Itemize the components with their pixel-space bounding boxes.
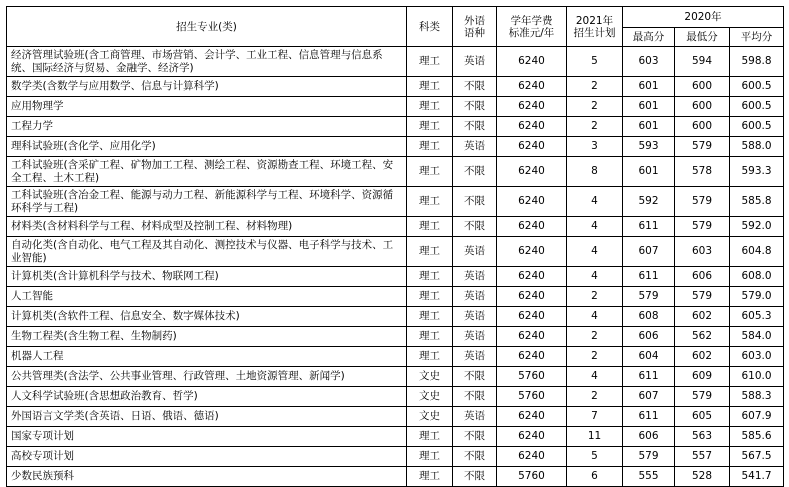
plan-cell: 5 — [567, 447, 623, 467]
table-row — [7, 267, 784, 287]
max-score-cell: 555 — [623, 467, 675, 487]
language-cell: 不限 — [453, 387, 497, 407]
min-score-cell: 579 — [675, 287, 730, 307]
header-language-line2: 语种 — [464, 26, 485, 39]
plan-cell: 4 — [567, 367, 623, 387]
major-cell: 工程力学 — [7, 117, 407, 137]
plan-cell: 4 — [567, 217, 623, 237]
major-cell: 数学类(含数学与应用数学、信息与计算科学) — [7, 77, 407, 97]
major-cell: 少数民族预科 — [7, 467, 407, 487]
min-score-cell: 605 — [675, 407, 730, 427]
major-cell: 自动化类(含自动化、电气工程及其自动化、测控技术与仪器、电子科学与技术、工业智能) — [7, 237, 407, 267]
table-row — [7, 217, 784, 237]
table-row — [7, 187, 784, 217]
table-row — [7, 307, 784, 327]
language-cell: 英语 — [453, 47, 497, 77]
language-cell: 不限 — [453, 427, 497, 447]
plan-cell: 7 — [567, 407, 623, 427]
plan-cell: 2 — [567, 117, 623, 137]
avg-score-cell: 600.5 — [730, 97, 784, 117]
category-cell: 理工 — [407, 427, 453, 447]
table-row — [7, 467, 784, 487]
avg-score-cell: 593.3 — [730, 157, 784, 187]
min-score-cell: 579 — [675, 217, 730, 237]
category-cell: 理工 — [407, 137, 453, 157]
tuition-cell: 5760 — [497, 387, 567, 407]
language-cell: 英语 — [453, 287, 497, 307]
tuition-cell: 6240 — [497, 117, 567, 137]
max-score-cell: 601 — [623, 97, 675, 117]
max-score-cell: 606 — [623, 327, 675, 347]
max-score-cell: 601 — [623, 117, 675, 137]
max-score-cell: 608 — [623, 307, 675, 327]
max-score-cell: 603 — [623, 47, 675, 77]
min-score-cell: 594 — [675, 47, 730, 77]
plan-cell: 4 — [567, 187, 623, 217]
category-cell: 理工 — [407, 97, 453, 117]
avg-score-cell: 610.0 — [730, 367, 784, 387]
language-cell: 英语 — [453, 307, 497, 327]
major-cell: 计算机类(含计算机科学与技术、物联网工程) — [7, 267, 407, 287]
language-cell: 不限 — [453, 157, 497, 187]
min-score-cell: 600 — [675, 77, 730, 97]
plan-cell: 11 — [567, 427, 623, 447]
tuition-cell: 6240 — [497, 77, 567, 97]
avg-score-cell: 605.3 — [730, 307, 784, 327]
table-row — [7, 47, 784, 77]
min-score-cell: 600 — [675, 117, 730, 137]
major-cell: 工科试验班(含冶金工程、能源与动力工程、新能源科学与工程、环境科学、资源循环科学与工程) — [7, 187, 407, 217]
max-score-cell: 604 — [623, 347, 675, 367]
tuition-cell: 6240 — [497, 447, 567, 467]
major-cell: 外国语言文学类(含英语、日语、俄语、德语) — [7, 407, 407, 427]
major-cell: 生物工程类(含生物工程、生物制药) — [7, 327, 407, 347]
category-cell: 理工 — [407, 117, 453, 137]
table-row — [7, 367, 784, 387]
major-cell: 国家专项计划 — [7, 427, 407, 447]
table-row — [7, 287, 784, 307]
max-score-cell: 611 — [623, 217, 675, 237]
category-cell: 理工 — [407, 77, 453, 97]
major-cell: 机器人工程 — [7, 347, 407, 367]
min-score-cell: 603 — [675, 237, 730, 267]
plan-cell: 2 — [567, 387, 623, 407]
tuition-cell: 6240 — [497, 287, 567, 307]
tuition-cell: 6240 — [497, 307, 567, 327]
min-score-cell: 602 — [675, 307, 730, 327]
category-cell: 理工 — [407, 467, 453, 487]
language-cell: 不限 — [453, 217, 497, 237]
avg-score-cell: 607.9 — [730, 407, 784, 427]
tuition-cell: 5760 — [497, 367, 567, 387]
tuition-cell: 6240 — [497, 97, 567, 117]
tuition-cell: 6240 — [497, 137, 567, 157]
min-score-cell: 579 — [675, 387, 730, 407]
max-score-cell: 601 — [623, 77, 675, 97]
min-score-cell: 579 — [675, 137, 730, 157]
header-tuition-line1: 学年学费 — [510, 14, 553, 27]
category-cell: 理工 — [407, 237, 453, 267]
min-score-cell: 563 — [675, 427, 730, 447]
header-max-score: 最高分 — [623, 28, 675, 47]
max-score-cell: 611 — [623, 407, 675, 427]
table-row — [7, 347, 784, 367]
tuition-cell: 6240 — [497, 407, 567, 427]
admissions-table — [6, 6, 784, 487]
header-min-score: 最低分 — [675, 28, 730, 47]
category-cell: 理工 — [407, 157, 453, 187]
min-score-cell: 600 — [675, 97, 730, 117]
plan-cell: 4 — [567, 307, 623, 327]
header-plan-line1: 2021年 — [575, 14, 614, 27]
category-cell: 理工 — [407, 307, 453, 327]
language-cell: 英语 — [453, 347, 497, 367]
avg-score-cell: 585.6 — [730, 427, 784, 447]
tuition-cell: 6240 — [497, 427, 567, 447]
major-cell: 高校专项计划 — [7, 447, 407, 467]
table-row — [7, 97, 784, 117]
min-score-cell: 562 — [675, 327, 730, 347]
plan-cell: 6 — [567, 467, 623, 487]
language-cell: 不限 — [453, 97, 497, 117]
plan-cell: 2 — [567, 97, 623, 117]
header-language-line1: 外语 — [464, 14, 485, 27]
header-plan-line2: 招生计划 — [573, 26, 616, 39]
language-cell: 英语 — [453, 137, 497, 157]
category-cell: 理工 — [407, 47, 453, 77]
max-score-cell: 592 — [623, 187, 675, 217]
tuition-cell: 6240 — [497, 157, 567, 187]
tuition-cell: 6240 — [497, 217, 567, 237]
max-score-cell: 611 — [623, 267, 675, 287]
category-cell: 理工 — [407, 447, 453, 467]
max-score-cell: 579 — [623, 447, 675, 467]
min-score-cell: 602 — [675, 347, 730, 367]
avg-score-cell: 579.0 — [730, 287, 784, 307]
avg-score-cell: 600.5 — [730, 77, 784, 97]
plan-cell: 2 — [567, 77, 623, 97]
avg-score-cell: 598.8 — [730, 47, 784, 77]
plan-cell: 5 — [567, 47, 623, 77]
tuition-cell: 6240 — [497, 187, 567, 217]
language-cell: 英语 — [453, 237, 497, 267]
plan-cell: 4 — [567, 267, 623, 287]
header-major: 招生专业(类) — [7, 7, 407, 47]
major-cell: 计算机类(含软件工程、信息安全、数字媒体技术) — [7, 307, 407, 327]
max-score-cell: 607 — [623, 387, 675, 407]
language-cell: 不限 — [453, 367, 497, 387]
major-cell: 材料类(含材料科学与工程、材料成型及控制工程、材料物理) — [7, 217, 407, 237]
min-score-cell: 579 — [675, 187, 730, 217]
tuition-cell: 6240 — [497, 267, 567, 287]
header-plan — [567, 7, 623, 47]
tuition-cell: 6240 — [497, 347, 567, 367]
category-cell: 文史 — [407, 367, 453, 387]
max-score-cell: 606 — [623, 427, 675, 447]
major-cell: 人工智能 — [7, 287, 407, 307]
min-score-cell: 528 — [675, 467, 730, 487]
avg-score-cell: 592.0 — [730, 217, 784, 237]
plan-cell: 4 — [567, 237, 623, 267]
header-avg-score: 平均分 — [730, 28, 784, 47]
table-row — [7, 77, 784, 97]
major-cell: 应用物理学 — [7, 97, 407, 117]
language-cell: 不限 — [453, 187, 497, 217]
avg-score-cell: 603.0 — [730, 347, 784, 367]
header-row-1 — [7, 7, 784, 28]
language-cell: 英语 — [453, 267, 497, 287]
table-row — [7, 117, 784, 137]
language-cell: 不限 — [453, 117, 497, 137]
plan-cell: 3 — [567, 137, 623, 157]
min-score-cell: 557 — [675, 447, 730, 467]
tuition-cell: 6240 — [497, 327, 567, 347]
min-score-cell: 609 — [675, 367, 730, 387]
avg-score-cell: 608.0 — [730, 267, 784, 287]
table-row — [7, 327, 784, 347]
avg-score-cell: 584.0 — [730, 327, 784, 347]
max-score-cell: 593 — [623, 137, 675, 157]
tuition-cell: 6240 — [497, 47, 567, 77]
max-score-cell: 607 — [623, 237, 675, 267]
avg-score-cell: 588.3 — [730, 387, 784, 407]
language-cell: 不限 — [453, 77, 497, 97]
major-cell: 工科试验班(含采矿工程、矿物加工工程、测绘工程、资源勘查工程、环境工程、安全工程、土木工程) — [7, 157, 407, 187]
min-score-cell: 578 — [675, 157, 730, 187]
max-score-cell: 601 — [623, 157, 675, 187]
table-row — [7, 407, 784, 427]
table-row — [7, 427, 784, 447]
category-cell: 理工 — [407, 347, 453, 367]
category-cell: 理工 — [407, 217, 453, 237]
table-row — [7, 237, 784, 267]
avg-score-cell: 541.7 — [730, 467, 784, 487]
category-cell: 理工 — [407, 327, 453, 347]
category-cell: 文史 — [407, 387, 453, 407]
language-cell: 英语 — [453, 327, 497, 347]
avg-score-cell: 585.8 — [730, 187, 784, 217]
header-tuition — [497, 7, 567, 47]
category-cell: 文史 — [407, 407, 453, 427]
plan-cell: 8 — [567, 157, 623, 187]
header-year-2020: 2020年 — [623, 7, 784, 28]
plan-cell: 2 — [567, 287, 623, 307]
header-category: 科类 — [407, 7, 453, 47]
min-score-cell: 606 — [675, 267, 730, 287]
max-score-cell: 579 — [623, 287, 675, 307]
table-row — [7, 157, 784, 187]
major-cell: 人文科学试验班(含思想政治教育、哲学) — [7, 387, 407, 407]
plan-cell: 2 — [567, 347, 623, 367]
avg-score-cell: 588.0 — [730, 137, 784, 157]
header-tuition-line2: 标准元/年 — [508, 26, 555, 39]
avg-score-cell: 600.5 — [730, 117, 784, 137]
table-row — [7, 137, 784, 157]
major-cell: 经济管理试验班(含工商管理、市场营销、会计学、工业工程、信息管理与信息系统、国际经济与贸易、金融学、经济学) — [7, 47, 407, 77]
category-cell: 理工 — [407, 287, 453, 307]
major-cell: 公共管理类(含法学、公共事业管理、行政管理、土地资源管理、新闻学) — [7, 367, 407, 387]
max-score-cell: 611 — [623, 367, 675, 387]
major-cell: 理科试验班(含化学、应用化学) — [7, 137, 407, 157]
avg-score-cell: 604.8 — [730, 237, 784, 267]
tuition-cell: 5760 — [497, 467, 567, 487]
category-cell: 理工 — [407, 187, 453, 217]
header-language — [453, 7, 497, 47]
avg-score-cell: 567.5 — [730, 447, 784, 467]
tuition-cell: 6240 — [497, 237, 567, 267]
table-row — [7, 387, 784, 407]
table-row — [7, 447, 784, 467]
language-cell: 不限 — [453, 467, 497, 487]
language-cell: 英语 — [453, 407, 497, 427]
language-cell: 不限 — [453, 447, 497, 467]
category-cell: 理工 — [407, 267, 453, 287]
plan-cell: 2 — [567, 327, 623, 347]
